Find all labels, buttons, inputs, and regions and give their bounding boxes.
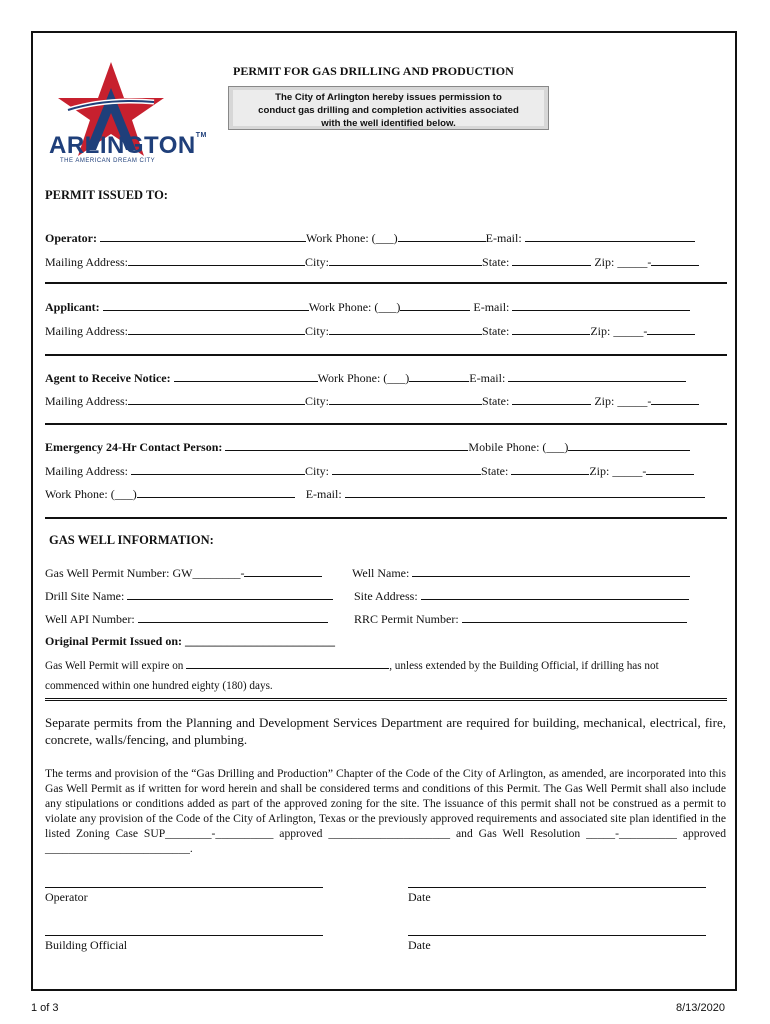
expire-label: Gas Well Permit will expire on <box>45 660 184 672</box>
issuance-notice-box <box>228 86 549 130</box>
agent-zip-field[interactable] <box>651 393 699 405</box>
gw-permit-number-row <box>45 565 322 581</box>
notice-line: conduct gas drilling and completion activities associated <box>258 105 519 116</box>
official-date-line[interactable] <box>408 935 706 936</box>
emergency-mailing-field[interactable] <box>131 463 305 475</box>
applicant-label: Applicant: <box>45 300 100 314</box>
applicant-name-field[interactable] <box>103 299 309 311</box>
applicant-city-label: City: <box>305 324 330 338</box>
operator-mailing-label: Mailing Address: <box>45 255 128 269</box>
official-signature-line[interactable] <box>45 935 323 936</box>
site-address-label: Site Address: <box>354 589 418 603</box>
emergency-mobile-label: Mobile Phone: (___) <box>468 440 569 454</box>
applicant-work-phone-label: Work Phone: (___) <box>308 300 401 314</box>
emergency-mobile-field[interactable] <box>568 439 690 451</box>
separate-permits-paragraph: Separate permits from the Planning and Development Services Department are required for building, mechanical, electrical, fire, concrete, walls/fencing, and plumbing. <box>45 715 726 747</box>
operator-mailing-field[interactable] <box>128 254 305 266</box>
permit-issued-heading: PERMIT ISSUED TO: <box>45 188 168 202</box>
applicant-row <box>45 299 690 315</box>
operator-signature-line[interactable] <box>45 887 323 888</box>
api-number-field[interactable] <box>138 611 328 623</box>
operator-email-label: E-mail: <box>485 231 522 245</box>
agent-state-field[interactable] <box>512 393 591 405</box>
emergency-mailing-label: Mailing Address: <box>45 464 128 478</box>
emergency-row <box>45 439 690 455</box>
operator-name-field[interactable] <box>100 230 306 242</box>
operator-work-phone-label: Work Phone: (___) <box>305 231 398 245</box>
emergency-zip-field[interactable] <box>646 463 694 475</box>
well-name-label: Well Name: <box>352 566 410 580</box>
operator-row <box>45 230 695 246</box>
agent-mailing-field[interactable] <box>128 393 305 405</box>
applicant-email-field[interactable] <box>512 299 690 311</box>
gw-permit-number-field[interactable] <box>244 565 322 577</box>
section-divider <box>45 282 727 284</box>
operator-zip-label: Zip: _____- <box>594 255 652 269</box>
original-permit-issued[interactable]: Original Permit Issued on: _________________________ <box>45 634 335 648</box>
revision-date: 8/13/2020 <box>676 1002 725 1014</box>
operator-zip-field[interactable] <box>651 254 699 266</box>
emergency-zip-label: Zip: _____- <box>589 464 647 478</box>
expire-line-2: commenced within one hundred eighty (180) days. <box>45 680 273 692</box>
agent-label: Agent to Receive Notice: <box>45 371 171 385</box>
emergency-label: Emergency 24-Hr Contact Person: <box>45 440 223 454</box>
emergency-state-field[interactable] <box>511 463 589 475</box>
rrc-number-label: RRC Permit Number: <box>354 612 459 626</box>
page-number: 1 of 3 <box>31 1002 59 1014</box>
emergency-phone-row <box>45 486 705 502</box>
terms-paragraph: The terms and provision of the “Gas Drilling and Production” Chapter of the Code of the City of Arlington, as amended, are incorporated into this Gas Well Permit as if written for word herein and shall be considered terms and conditions of this Permit. The Gas Well Permit shall also include any stipulations or conditions added as part of the approved zoning for the site. The issuance of this permit shall not be construed as a permit to violate any provision of the Code of the City of Arlington, Texas or the previously approved requirements and associated site plan identified in the listed Zoning Case SUP________-__________ approved _____________________ and Gas Well Resolution _____-__________ approved _________________________. <box>45 767 726 855</box>
notice-line: The City of Arlington hereby issues permission to <box>275 92 502 103</box>
agent-mailing-label: Mailing Address: <box>45 394 128 408</box>
section-divider <box>45 517 727 519</box>
emergency-address-row <box>45 463 694 479</box>
well-name-row <box>352 565 690 581</box>
agent-work-phone-label: Work Phone: (___) <box>317 371 410 385</box>
rrc-number-row <box>354 611 687 627</box>
emergency-name-field[interactable] <box>225 439 468 451</box>
agent-city-field[interactable] <box>329 393 482 405</box>
emergency-city-label: City: <box>305 464 330 478</box>
drill-site-field[interactable] <box>127 588 333 600</box>
api-number-row <box>45 611 328 627</box>
section-divider-double <box>45 698 727 701</box>
agent-city-label: City: <box>305 394 330 408</box>
drill-site-label: Drill Site Name: <box>45 589 125 603</box>
applicant-email-label: E-mail: <box>473 300 510 314</box>
operator-state-field[interactable] <box>512 254 591 266</box>
well-name-field[interactable] <box>412 565 690 577</box>
applicant-work-phone-field[interactable] <box>400 299 470 311</box>
agent-email-label: E-mail: <box>469 371 506 385</box>
applicant-mailing-label: Mailing Address: <box>45 324 128 338</box>
expire-row <box>45 657 659 672</box>
agent-zip-label: Zip: _____- <box>594 394 652 408</box>
gas-well-heading: GAS WELL INFORMATION: <box>49 533 214 547</box>
agent-state-label: State: <box>482 394 510 408</box>
official-signature-label: Building Official <box>45 938 128 952</box>
applicant-zip-label: Zip: _____- <box>590 324 648 338</box>
applicant-state-field[interactable] <box>512 323 590 335</box>
operator-city-field[interactable] <box>329 254 482 266</box>
gw-permit-number-label: Gas Well Permit Number: GW________- <box>45 566 245 580</box>
rrc-number-field[interactable] <box>462 611 687 623</box>
site-address-row <box>354 588 689 604</box>
applicant-state-label: State: <box>482 324 510 338</box>
section-divider <box>45 423 727 425</box>
document-title: PERMIT FOR GAS DRILLING AND PRODUCTION <box>233 64 514 78</box>
site-address-field[interactable] <box>421 588 689 600</box>
agent-row <box>45 370 686 386</box>
notice-line: with the well identified below. <box>321 118 456 129</box>
operator-date-line[interactable] <box>408 887 706 888</box>
operator-work-phone-field[interactable] <box>398 230 486 242</box>
emergency-email-field[interactable] <box>345 486 705 498</box>
logo-wordmark: ARLINGTON™ <box>49 132 207 159</box>
operator-date-label: Date <box>408 890 431 904</box>
emergency-work-phone-field[interactable] <box>137 486 295 498</box>
emergency-city-field[interactable] <box>332 463 481 475</box>
operator-signature-label: Operator <box>45 890 88 904</box>
agent-address-row <box>45 393 699 409</box>
operator-city-label: City: <box>305 255 330 269</box>
emergency-work-phone-label: Work Phone: (___) <box>45 487 137 501</box>
operator-email-field[interactable] <box>525 230 695 242</box>
drill-site-row <box>45 588 333 604</box>
logo-tagline: THE AMERICAN DREAM CITY <box>60 158 156 164</box>
emergency-state-label: State: <box>481 464 509 478</box>
operator-address-row <box>45 254 699 270</box>
operator-label: Operator: <box>45 231 97 245</box>
operator-state-label: State: <box>482 255 510 269</box>
expire-label-cont: , unless extended by the Building Official, if drilling has not <box>389 660 659 672</box>
applicant-zip-field[interactable] <box>647 323 695 335</box>
applicant-address-row <box>45 323 695 339</box>
official-date-label: Date <box>408 938 431 952</box>
applicant-mailing-field[interactable] <box>128 323 305 335</box>
agent-work-phone-field[interactable] <box>409 370 469 382</box>
section-divider <box>45 354 727 356</box>
expire-date-field[interactable] <box>186 657 389 669</box>
agent-email-field[interactable] <box>508 370 686 382</box>
api-number-label: Well API Number: <box>45 612 135 626</box>
agent-name-field[interactable] <box>174 370 318 382</box>
emergency-email-label: E-mail: <box>305 487 342 501</box>
applicant-city-field[interactable] <box>329 323 482 335</box>
